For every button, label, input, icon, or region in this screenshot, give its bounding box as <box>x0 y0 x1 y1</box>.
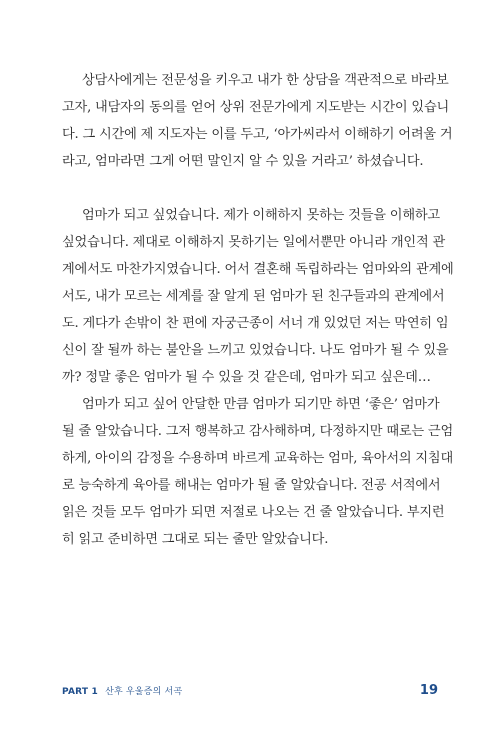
paragraph-line: 다. 그 시간에 제 지도자는 이를 두고, ‘아가씨라서 이해하기 어려울 거 <box>62 127 453 142</box>
paragraph-1 <box>62 67 453 175</box>
paragraph-3 <box>62 391 454 553</box>
running-footer <box>62 684 182 697</box>
paragraph-line: 로 능숙하게 육아를 해내는 엄마가 될 줄 알았습니다. 전공 서적에서 <box>62 478 441 493</box>
paragraph-line: 서도, 내가 모르는 세계를 잘 알게 된 엄마가 된 친구들과의 관계에서 <box>62 289 445 304</box>
paragraph-line: 신이 잘 될까 하는 불안을 느끼고 있었습니다. 나도 엄마가 될 수 있을 <box>62 343 449 358</box>
paragraph-line: 계에서도 마찬가지였습니다. 어서 결혼해 독립하라는 엄마와의 관계에 <box>62 262 454 277</box>
paragraph-line: 라고, 엄마라면 그게 어떤 말인지 알 수 있을 거라고’ 하셨습니다. <box>62 154 424 169</box>
page-footer <box>62 680 438 700</box>
part-label: PART 1 <box>62 686 98 697</box>
paragraph-line: 고자, 내담자의 동의를 얻어 상위 전문가에게 지도받는 시간이 있습니 <box>62 100 450 115</box>
paragraph-line: 싶었습니다. 제대로 이해하지 못하기는 일에서뿐만 아니라 개인적 관 <box>62 235 446 250</box>
paragraph-line: 상담사에게는 전문성을 키우고 내가 한 상담을 객관적으로 바라보 <box>82 73 449 88</box>
paragraph-line: 도. 게다가 손밖이 찬 편에 자궁근종이 서너 개 있었던 저는 막연히 임 <box>62 316 449 331</box>
section-title: 산후 우울증의 서곡 <box>105 686 183 697</box>
paragraph-line: 읽은 것들 모두 엄마가 되면 저절로 나오는 건 줄 알았습니다. 부지런 <box>62 505 445 520</box>
paragraph-line: 히 읽고 준비하면 그대로 되는 줄만 알았습니다. <box>62 532 329 547</box>
paragraph-2 <box>62 202 454 391</box>
paragraph-line: 엄마가 되고 싶어 안달한 만큼 엄마가 되기만 하면 ‘좋은’ 엄마가 <box>82 397 440 412</box>
paragraph-line: 하게, 아이의 감정을 수용하며 바르게 교육하는 엄마, 육아서의 지침대 <box>62 451 454 466</box>
paragraph-line: 될 줄 알았습니다. 그저 행복하고 감사해하며, 다정하지만 때로는 근엄 <box>62 424 454 439</box>
paragraph-line: 까? 정말 좋은 엄마가 될 수 있을 것 같은데, 엄마가 되고 싶은데… <box>62 370 431 385</box>
page-number: 19 <box>419 682 438 698</box>
paragraph-line: 엄마가 되고 싶었습니다. 제가 이해하지 못하는 것들을 이해하고 <box>82 208 440 223</box>
